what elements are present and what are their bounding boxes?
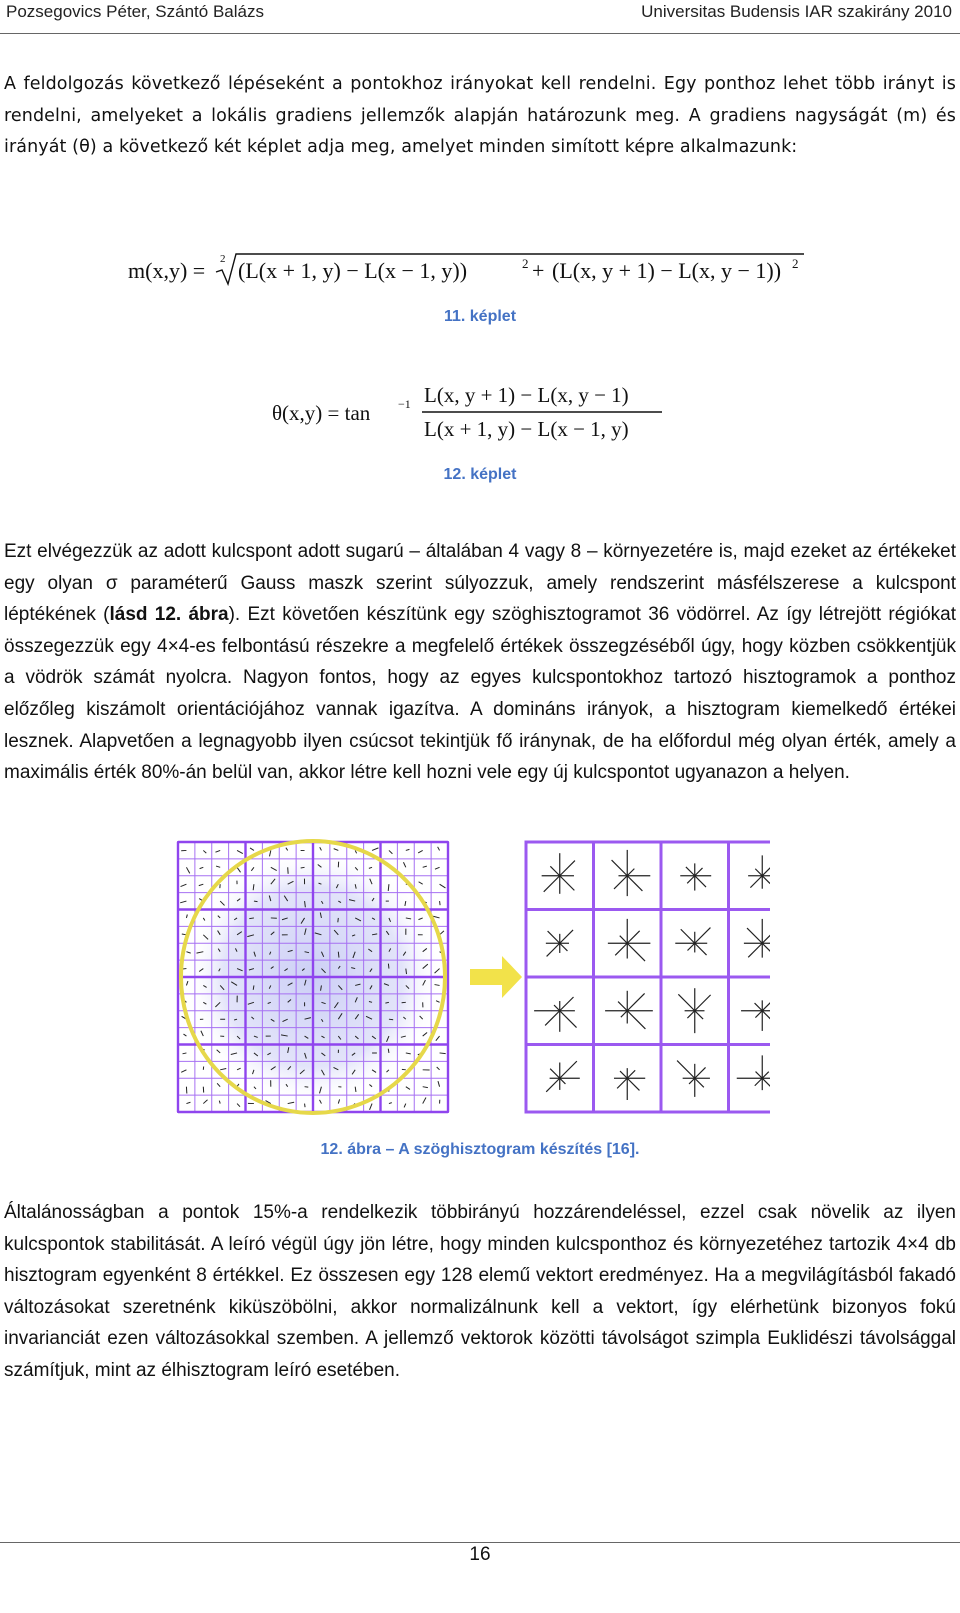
paragraph-conclusion: Általánosságban a pontok 15%-a rendelkezik többirányú hozzárendeléssel, ezzel csak növelik az ilyen kulcspontok stabilitását. A leíró végül úgy jön létre, hogy minden kulcsponthoz és környezetéhez tartozik 4×4 db hisztogram egyenként 8 értékkel. Ez összesen egy 128 elemű vektort eredményez. Ha a megvilágításból fakadó változásokat szeretnénk kiküszöbölni, akkor normalizálnunk kell a vektort, így elérhetünk bizonyos fokú invarianciát ezen változásokkal szemben. A jellemző vektorok közötti távolságot szimpla Euklidészi távolsággal számítjuk, mint az élhisztogram leíró esetében. — [4, 1202, 956, 1381]
formula-11-term1: (L(x + 1, y) − L(x − 1, y)) — [238, 258, 468, 283]
footer-rule — [0, 1542, 960, 1543]
caption-formula-12: 12. képlet — [443, 466, 517, 483]
paragraph-description-part2: ). Ezt követően készítünk egy szöghisztogramot 36 vödörrel. Az így létrejött régiókat összegezzük egy 4×4-es felbontású részekre a megfelelő értékek összegzéséből úgy, hogy közben csökkentjük a vödrök számát nyolcra. Nagyon fontos, hogy az egyes kulcspontokhoz tartozó hisztogramok a ponthoz előzőleg kiszámolt orientációjához vannak igazítva. A domináns irányok, a hisztogram kiemelkedő értékei lesznek. Alapvetően a legnagyobb ilyen csúcsot tekintjük fő iránynak, de ha előfordul még olyan érték, amely a maximális érték 80%-án belül van, akkor létre kell hozni vele egy új kulcspontot ugyanazon a helyen. — [4, 604, 956, 784]
formula-11-root-index: 2 — [220, 253, 226, 265]
gradient-arrow — [388, 964, 389, 969]
formula-11-exp2: 2 — [792, 256, 799, 271]
gradient-arrow — [406, 969, 407, 974]
header-authors: Pozsegovics Péter, Szántó Balázs — [6, 2, 264, 21]
header-rule — [0, 33, 960, 34]
formula-11-lhs: m(x,y) = — [128, 258, 206, 283]
gradient-arrow — [389, 1019, 393, 1020]
caption-figure-12: 12. ábra – A szöghisztogram készítés [16]. — [320, 1141, 640, 1158]
formula-11-term2: (L(x, y + 1) − L(x, y − 1)) — [552, 258, 782, 283]
right-arrow-icon — [470, 956, 522, 998]
paragraph-intro: A feldolgozás következő lépéseként a pontokhoz irányokat kell rendelni. Egy ponthoz lehet több irányt is rendelni, amelyeket a lokális gradiens jellemzők alapján határozunk meg. A gradiens nagyságát (m) és irányát (θ) a következő két képlet adja meg, amelyet minden simított képre alkalmazunk: — [4, 74, 956, 157]
page-header — [0, 0, 960, 44]
gradient-arrow — [301, 867, 305, 868]
paragraph-description — [4, 536, 956, 789]
gradient-arrow — [388, 1049, 389, 1053]
gradient-arrow — [254, 901, 258, 902]
gradient-arrow — [253, 985, 254, 989]
gradient-arrow — [338, 952, 339, 958]
header-institution: Universitas Budensis IAR szakirány 2010 — [641, 2, 952, 21]
gradient-arrow — [388, 884, 389, 891]
gradient-arrow — [249, 918, 254, 919]
paragraph-description-part1: Ezt elvégezzük az adott kulcspont adott sugarú – általában 4 vagy 8 – környezetére is, majd ezeket az értékeket egy olyan σ paraméterű Gauss maszk szerint súlyozzuk, amely rendszerint másfélszerese a kulcspont léptékének ( — [4, 541, 956, 626]
gradient-grid — [178, 841, 448, 1113]
formula-11 — [124, 248, 814, 292]
formula-12-lhs: θ(x,y) = tan — [272, 401, 371, 425]
formula-12-denominator: L(x + 1, y) − L(x − 1, y) — [424, 417, 629, 441]
formula-12 — [268, 378, 668, 448]
figure-reference: lásd 12. ábra — [109, 604, 229, 626]
page-number: 16 — [469, 1544, 491, 1565]
formula-12-numerator: L(x, y + 1) − L(x, y − 1) — [424, 383, 629, 407]
formula-12-exp: −1 — [398, 397, 411, 411]
gradient-arrow — [440, 901, 441, 905]
figure-orientation-histogram — [170, 834, 770, 1124]
transition-arrow — [470, 956, 522, 998]
gradient-arrow — [440, 1053, 446, 1054]
caption-formula-11: 11. képlet — [443, 308, 517, 325]
formula-11-plus: + — [532, 258, 545, 283]
formula-11-exp1: 2 — [522, 256, 529, 271]
descriptor-histograms — [526, 842, 770, 1112]
